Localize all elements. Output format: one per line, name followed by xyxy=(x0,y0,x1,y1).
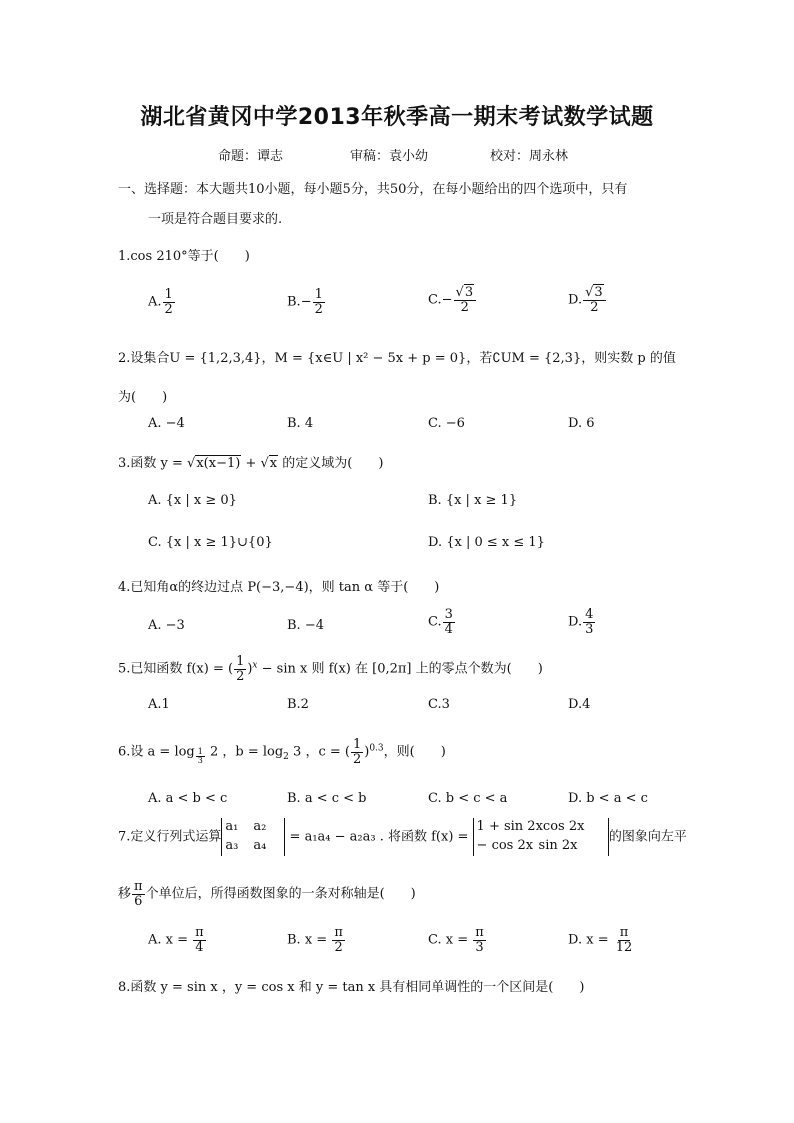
question-8: 8.函数 y = sin x ，y = cos x 和 y = tan x 具有相同单调性的一个区间是( ) xyxy=(118,980,585,995)
q5-option-d: D.4 xyxy=(568,697,591,712)
question-7: 7.定义行列式运算 a₁ a₂ a₃ a₄ = a₁a₄ − a₂a₃ . 将函数 f(x) = 1 + sin 2xcos 2x − cos 2x sin 2x 的图象向左平 xyxy=(118,818,687,856)
q3-option-c: C. {x | x ≥ 1}∪{0} xyxy=(148,535,273,550)
q7-option-b: B. x = $\frac{\pi}{2}$ xyxy=(287,925,343,955)
q3-option-b: B. {x | x ≥ 1} xyxy=(428,493,518,508)
proofreader-credit: 校对：周永林 xyxy=(490,149,569,164)
question-2: 2.设集合U = {1,2,3,4}，M = {x∈U | x² − 5x + p = 0}，若∁UM = {2,3}，则实数 p 的值 xyxy=(118,351,676,366)
q2-option-d: D. 6 xyxy=(568,416,595,431)
q1-option-d: D. $\frac{√3}{2}$ xyxy=(568,286,607,314)
q6-option-a: A. a < b < c xyxy=(148,791,228,806)
q5-option-b: B.2 xyxy=(287,697,309,712)
question-7-cont: 移 $\frac{\pi}{6}$ 个单位后，所得函数图象的一条对称轴是( ) xyxy=(118,879,416,909)
q4-option-c: C. $\frac{3}{4}$ xyxy=(428,607,453,637)
question-4: 4.已知角α的终边过点 P(−3,−4)，则 tan α 等于( ) xyxy=(118,580,440,595)
q2-option-a: A. −4 xyxy=(148,416,185,431)
q7-option-c: C. x = $\frac{\pi}{3}$ xyxy=(428,925,484,955)
question-1: 1.cos 210°等于( ) xyxy=(118,249,250,264)
q4-option-b: B. −4 xyxy=(287,618,324,633)
question-2-cont: 为( ) xyxy=(118,390,168,405)
q2-option-c: C. −6 xyxy=(428,416,465,431)
question-6: 6.设 a = log $_{\frac{1}{3}}$ 2 ，$b = \log_2 3$ ，c = ( $\frac{1}{2}$ )$^{0.3}$，则( ) xyxy=(118,737,446,767)
q6-option-c: C. b < c < a xyxy=(428,791,508,806)
q5-option-c: C.3 xyxy=(428,697,450,712)
section-heading: 一、选择题：本大题共10小题，每小题5分，共50分，在每小题给出的四个选项中，只有 xyxy=(118,182,628,197)
determinant-function: 1 + sin 2xcos 2x − cos 2x sin 2x xyxy=(473,818,609,856)
q1-option-a: A. $\frac{1}{2}$ xyxy=(148,287,173,317)
question-3: 3.函数 y = √x(x−1) + √x 的定义域为( ) xyxy=(118,456,384,471)
q3-option-a: A. {x | x ≥ 0} xyxy=(148,493,237,508)
section-heading-cont: 一项是符合题目要求的. xyxy=(148,212,283,227)
q6-option-d: D. b < a < c xyxy=(568,791,648,806)
question-5: 5.已知函数 f(x) = ( $\frac{1}{2}$ )$^x$ − sin x 则 f(x) 在 [0,2π] 上的零点个数为( ) xyxy=(118,654,543,684)
q1-option-c: C.− $\frac{√3}{2}$ xyxy=(428,286,477,314)
q1-option-b: B.− $\frac{1}{2}$ xyxy=(287,287,323,317)
q7-option-a: A. x = $\frac{\pi}{4}$ xyxy=(148,925,204,955)
q7-option-d: D. x = $\frac{\pi}{12}$ xyxy=(568,925,633,955)
page-title: 湖北省黄冈中学2013年秋季高一期末考试数学试题 xyxy=(140,105,654,130)
q4-option-a: A. −3 xyxy=(148,618,185,633)
q2-option-b: B. 4 xyxy=(287,416,314,431)
author-credit: 命题：谭志 xyxy=(218,149,284,164)
reviewer-credit: 审稿：袁小幼 xyxy=(350,149,429,164)
q6-option-b: B. a < c < b xyxy=(287,791,367,806)
q3-option-d: D. {x | 0 ≤ x ≤ 1} xyxy=(428,535,545,550)
q4-option-d: D. $\frac{4}{3}$ xyxy=(568,607,594,637)
q5-option-a: A.1 xyxy=(148,697,170,712)
determinant-definition: a₁ a₂ a₃ a₄ xyxy=(221,818,285,856)
